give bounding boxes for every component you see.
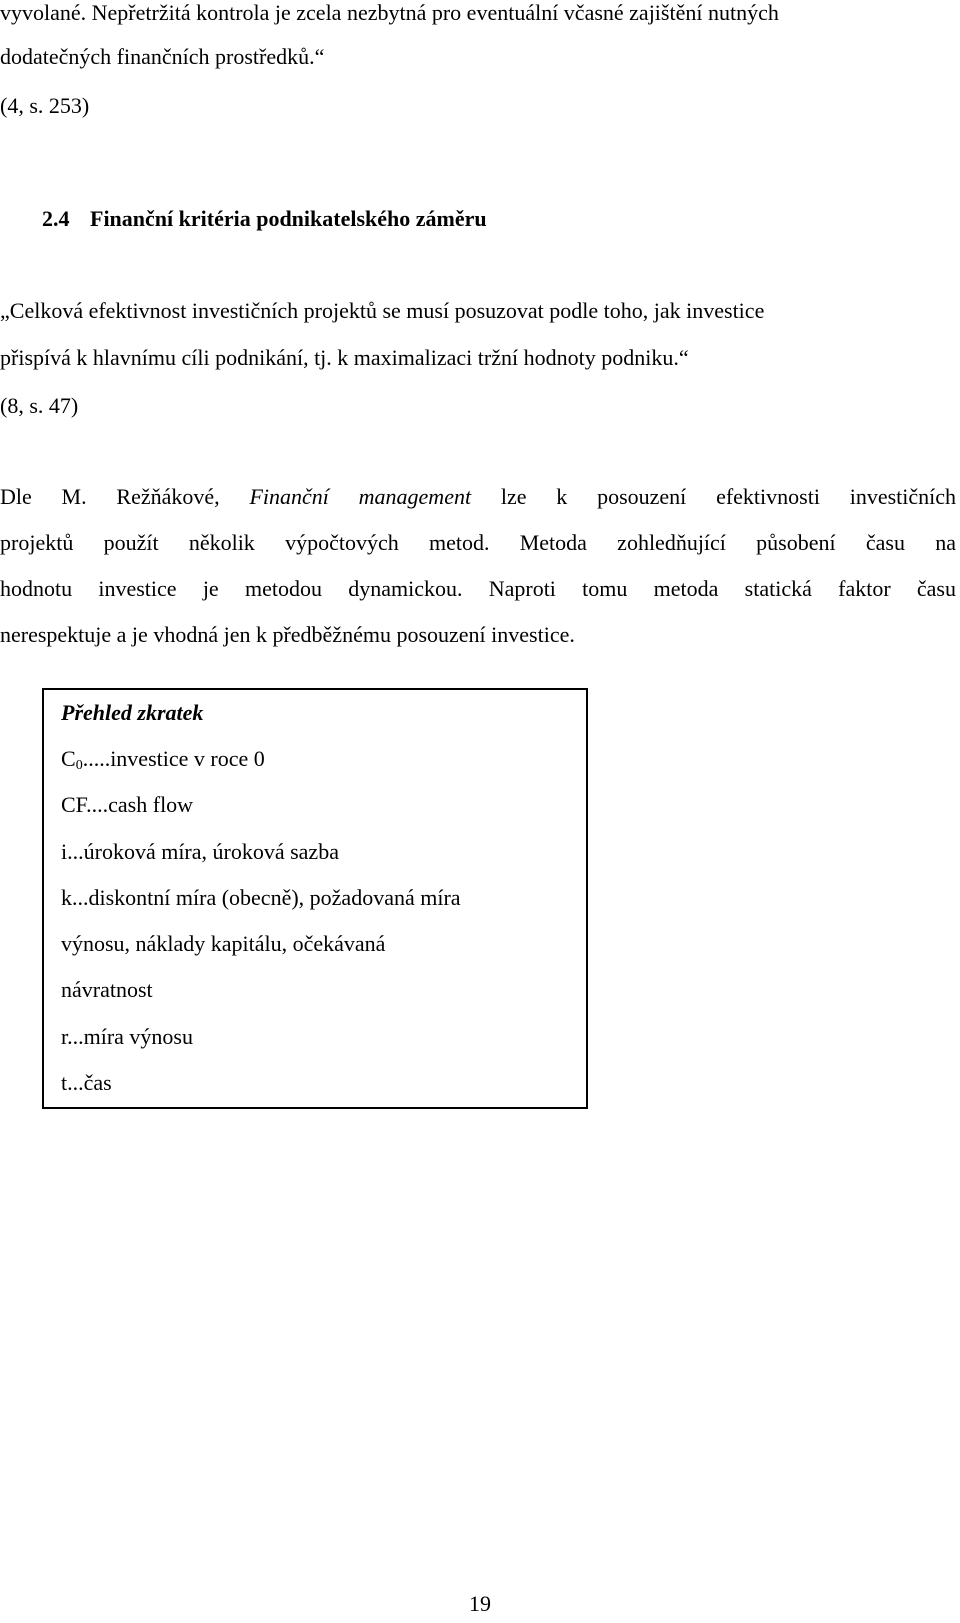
- abbreviation-text: .....investice v roce 0: [82, 746, 265, 771]
- text-line: dodatečných finančních prostředků.“: [0, 44, 325, 69]
- abbreviation-item: návratnost: [61, 977, 153, 1002]
- abbreviation-item: k...diskontní míra (obecně), požadovaná míra: [61, 885, 461, 910]
- paragraph-text: lze k posouzení efektivnosti investičních: [500, 484, 957, 509]
- page-number: 19: [469, 1591, 491, 1616]
- paragraph-text: Dle M. Režňákové,: [0, 484, 220, 509]
- citation: (8, s. 47): [0, 393, 79, 418]
- book-title: Finanční management: [249, 484, 472, 509]
- abbreviation-item: i...úroková míra, úroková sazba: [61, 839, 339, 864]
- quote-line: přispívá k hlavnímu cíli podnikání, tj. k maximalizaci tržní hodnoty podniku.“: [0, 345, 689, 370]
- section-heading: [0, 206, 487, 232]
- abbreviations-box: [42, 688, 588, 1109]
- paragraph-line: hodnotu investice je metodou dynamickou. Naproti tomu metoda statická faktor času: [0, 576, 956, 601]
- abbreviation-symbol: C: [61, 746, 76, 771]
- paragraph-line: nerespektuje a je vhodná jen k předběžnému posouzení investice.: [0, 622, 575, 647]
- abbreviations-title: Přehled zkratek: [61, 700, 204, 725]
- text-line: vyvolané. Nepřetržitá kontrola je zcela nezbytná pro eventuální včasné zajištění nutných: [0, 0, 779, 25]
- quote-line: „Celková efektivnost investičních projektů se musí posuzovat podle toho, jak investice: [0, 298, 765, 323]
- paragraph-line: [0, 484, 956, 510]
- citation: (4, s. 253): [0, 93, 90, 118]
- paragraph-line: projektů použít několik výpočtových metod. Metoda zohledňující působení času na: [0, 530, 956, 555]
- abbreviation-item: výnosu, náklady kapitálu, očekávaná: [61, 931, 386, 956]
- abbreviation-item: CF....cash flow: [61, 792, 194, 817]
- section-title: Finanční kritéria podnikatelského záměru: [90, 206, 487, 231]
- section-number: 2.4: [42, 206, 70, 231]
- abbreviation-item: [61, 746, 265, 772]
- abbreviation-item: r...míra výnosu: [61, 1024, 193, 1049]
- abbreviation-subscript: 0: [75, 758, 83, 773]
- abbreviation-item: t...čas: [61, 1070, 112, 1095]
